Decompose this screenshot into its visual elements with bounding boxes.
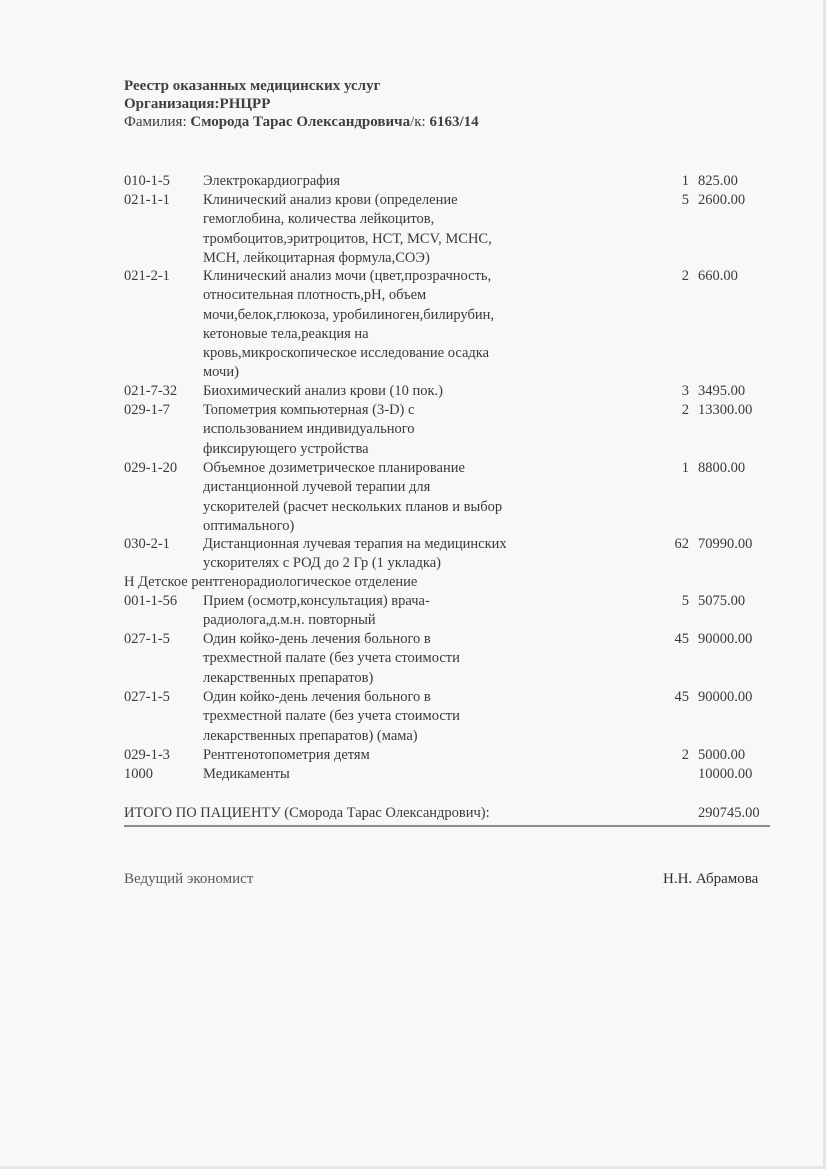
service-qty: 62 bbox=[674, 536, 689, 552]
service-qty: 3 bbox=[681, 383, 689, 399]
card-number: 6163/14 bbox=[429, 114, 479, 130]
service-code: 021-1-1 bbox=[124, 192, 170, 208]
service-qty: 2 bbox=[681, 268, 689, 284]
service-amount: 660.00 bbox=[698, 268, 738, 284]
service-code: 010-1-5 bbox=[124, 173, 170, 189]
service-code: 027-1-5 bbox=[124, 631, 170, 647]
service-qty: 45 bbox=[674, 689, 689, 705]
service-qty: 1 bbox=[681, 173, 689, 189]
service-amount: 90000.00 bbox=[698, 631, 753, 647]
document-title: Реестр оказанных медицинских услуг bbox=[124, 78, 381, 94]
service-code: 027-1-5 bbox=[124, 689, 170, 705]
service-description: Биохимический анализ крови (10 пок.) bbox=[203, 383, 443, 399]
card-separator: /к: bbox=[410, 114, 430, 130]
service-description: Объемное дозиметрическое планирование дистанционной лучевой терапии для ускорителей (расчет нескольких планов и выбор оптимального) bbox=[203, 460, 503, 534]
service-code: 030-2-1 bbox=[124, 536, 170, 552]
service-qty: 5 bbox=[681, 593, 689, 609]
service-description: Один койко-день лечения больного в трехместной палате (без учета стоимости лекарственных препаратов) bbox=[203, 631, 460, 686]
patient-name: Сморода Тарас Олександровича bbox=[190, 114, 411, 130]
service-description: Клинический анализ мочи (цвет,прозрачность, относительная плотность,рН, объем мочи,белок,глюкоза, уробилиноген,билирубин, кетоновые тела,реакция на кровь,микроскопическое исследование осадка мочи) bbox=[203, 268, 494, 381]
service-amount: 8800.00 bbox=[698, 460, 746, 476]
service-description: Топометрия компьютерная (3-D) с использованием индивидуального фиксирующего устройства bbox=[203, 402, 415, 457]
service-amount: 3495.00 bbox=[698, 383, 746, 399]
service-code: 001-1-56 bbox=[124, 593, 178, 609]
total-label: ИТОГО ПО ПАЦИЕНТУ (Сморода Тарас Олександрович): bbox=[124, 805, 490, 821]
service-amount: 2600.00 bbox=[698, 192, 746, 208]
service-amount: 825.00 bbox=[698, 173, 738, 189]
service-code: 029-1-7 bbox=[124, 402, 170, 418]
service-description: Один койко-день лечения больного в трехместной палате (без учета стоимости лекарственных препаратов) (мама) bbox=[203, 689, 460, 744]
surname-label: Фамилия: bbox=[124, 114, 191, 130]
service-qty: 1 bbox=[681, 460, 689, 476]
service-qty: 2 bbox=[681, 402, 689, 418]
document-header bbox=[124, 77, 479, 131]
service-amount: 10000.00 bbox=[698, 766, 753, 782]
total-amount: 290745.00 bbox=[698, 805, 760, 821]
service-code: 029-1-20 bbox=[124, 460, 178, 476]
organization-line: Организация:РНЦРР bbox=[124, 96, 271, 112]
service-description: Медикаменты bbox=[203, 766, 290, 782]
service-description: Клинический анализ крови (определение гемоглобина, количества лейкоцитов, тромбоцитов,эритроцитов, НСТ, MCV, МСНС, МСН, лейкоцитарная формула,СОЭ) bbox=[203, 192, 492, 266]
service-amount: 5000.00 bbox=[698, 747, 746, 763]
service-amount: 13300.00 bbox=[698, 402, 753, 418]
service-amount: 90000.00 bbox=[698, 689, 753, 705]
service-qty: 2 bbox=[681, 747, 689, 763]
service-qty: 45 bbox=[674, 631, 689, 647]
total-divider bbox=[124, 825, 770, 827]
department-heading: Н Детское рентгенорадиологическое отделение bbox=[124, 574, 418, 590]
service-code: 021-7-32 bbox=[124, 383, 178, 399]
service-amount: 5075.00 bbox=[698, 593, 746, 609]
signatory-position: Ведущий экономист bbox=[124, 871, 254, 887]
service-description: Электрокардиография bbox=[203, 173, 341, 189]
signatory-name: Н.Н. Абрамова bbox=[663, 871, 759, 887]
service-amount: 70990.00 bbox=[698, 536, 753, 552]
service-code: 021-2-1 bbox=[124, 268, 170, 284]
patient-line bbox=[124, 113, 479, 131]
service-code: 1000 bbox=[124, 766, 153, 782]
service-description: Прием (осмотр,консультация) врача- радиолога,д.м.н. повторный bbox=[203, 593, 430, 629]
service-code: 029-1-3 bbox=[124, 747, 170, 763]
service-description: Дистанционная лучевая терапия на медицинских ускорителях с РОД до 2 Гр (1 укладка) bbox=[203, 536, 507, 572]
service-qty: 5 bbox=[681, 192, 689, 208]
service-description: Рентгенотопометрия детям bbox=[203, 747, 370, 763]
